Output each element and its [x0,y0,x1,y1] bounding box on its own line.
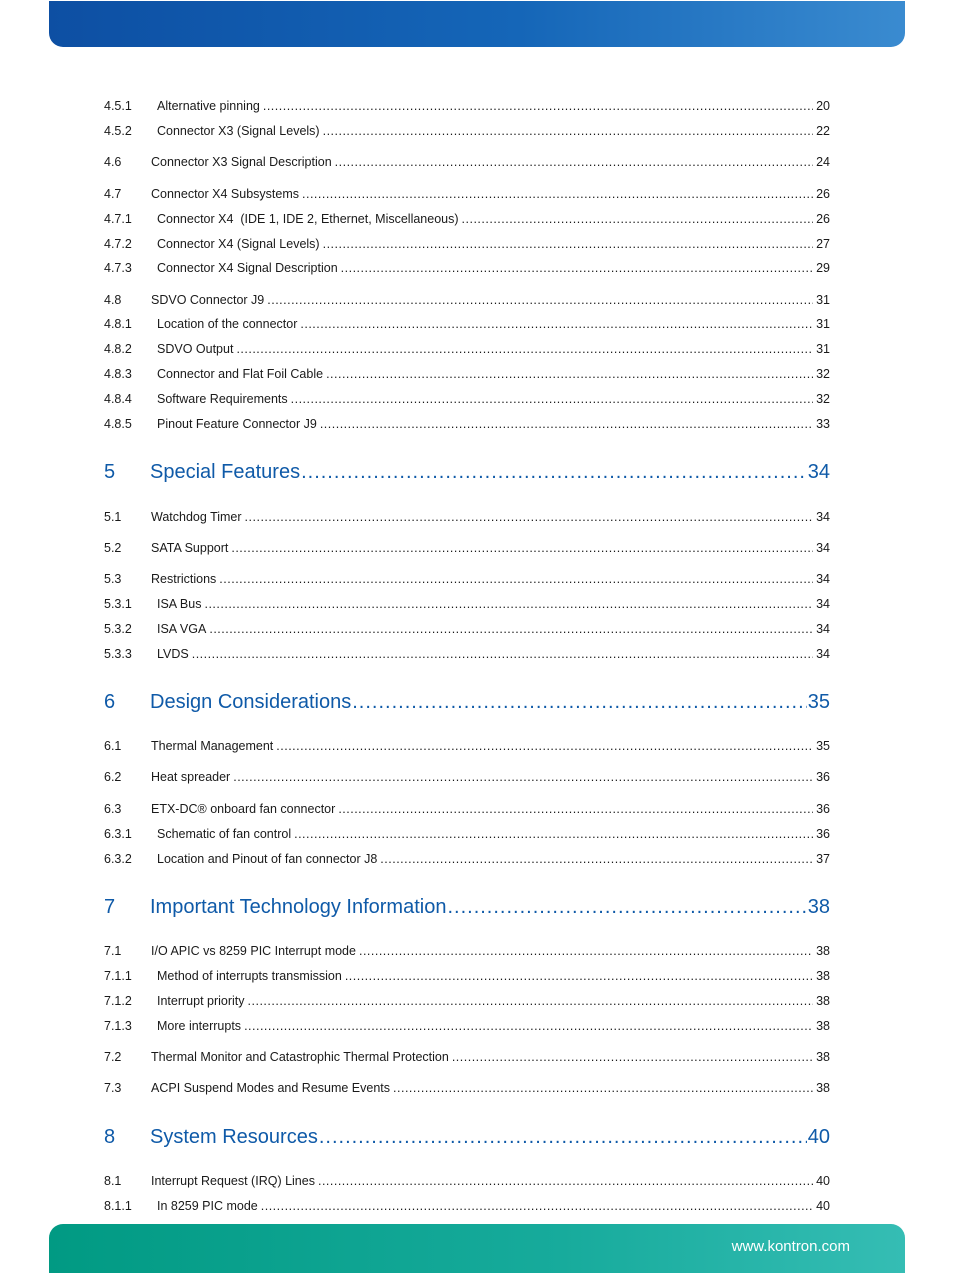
toc-page: 34 [816,510,830,524]
toc-page: 31 [816,293,830,307]
toc-page: 36 [816,802,830,816]
toc-entry[interactable] [104,541,830,555]
toc-leader [452,1050,813,1064]
toc-number: 6.3.2 [104,852,132,866]
toc-leader [302,187,813,201]
toc-page: 37 [816,852,830,866]
toc-entry[interactable] [104,237,830,251]
toc-number: 7.2 [104,1050,122,1064]
toc-title: ISA Bus [157,597,202,611]
toc-page: 32 [816,367,830,381]
toc-title: Thermal Management [151,739,274,753]
chapter-title: Design Considerations [150,691,352,713]
toc-entry[interactable] [104,572,830,586]
toc-number: 7.1.1 [104,969,132,983]
toc-entry[interactable] [104,417,830,431]
toc-number: 6.2 [104,770,122,784]
toc-number: 4.5.2 [104,124,132,138]
toc-page: 34 [816,572,830,586]
toc-entry[interactable] [104,187,830,201]
toc-leader [248,994,814,1008]
toc-leader [276,739,813,753]
toc-leader [341,261,813,275]
toc-entry[interactable] [104,994,830,1008]
toc-entry[interactable] [104,99,830,113]
toc-leader [245,510,814,524]
toc-number: 4.7 [104,187,122,201]
toc-number: 4.7.2 [104,237,132,251]
toc-page: 31 [816,317,830,331]
toc-page: 34 [816,597,830,611]
toc-number: 7.1.2 [104,994,132,1008]
toc-title: ISA VGA [157,622,207,636]
toc-title: Watchdog Timer [151,510,242,524]
toc-number: 5.3.3 [104,647,132,661]
chapter-page: 38 [807,896,830,918]
toc-number: 4.8.5 [104,417,132,431]
toc-number: 4.6 [104,155,122,169]
toc-entry[interactable] [104,597,830,611]
toc-leader [263,99,813,113]
toc-entry[interactable] [104,124,830,138]
toc-chapter[interactable] [104,896,830,919]
toc-page: 24 [816,155,830,169]
toc-chapter[interactable] [104,1126,830,1149]
toc-entry[interactable] [104,739,830,753]
toc-entry[interactable] [104,392,830,406]
toc-page: 27 [816,237,830,251]
toc-title: Connector and Flat Foil Cable [157,367,324,381]
toc-number: 5.1 [104,510,122,524]
toc-page: 34 [816,541,830,555]
toc-title: ACPI Suspend Modes and Resume Events [151,1081,391,1095]
toc-leader [345,969,813,983]
toc-number: 7.1.3 [104,1019,132,1033]
toc-leader [219,572,813,586]
toc-title: Alternative pinning [157,99,260,113]
toc-page: 29 [816,261,830,275]
toc-entry[interactable] [104,155,830,169]
toc-entry[interactable] [104,342,830,356]
toc-page: 40 [816,1199,830,1213]
toc-leader [204,597,813,611]
toc-title: Location of the connector [157,317,298,331]
toc-page: 20 [816,99,830,113]
toc-number: 5.3.1 [104,597,132,611]
toc-entry[interactable] [104,647,830,661]
toc-title: In 8259 PIC mode [157,1199,258,1213]
toc-entry[interactable] [104,622,830,636]
toc-title: I/O APIC vs 8259 PIC Interrupt mode [151,944,356,958]
toc-number: 4.7.3 [104,261,132,275]
toc-number: 5.3 [104,572,122,586]
toc-entry[interactable] [104,944,830,958]
toc-page: 35 [816,739,830,753]
toc-page: 32 [816,392,830,406]
toc-page: 34 [816,647,830,661]
toc-number: 4.8.2 [104,342,132,356]
toc-title: Connector X3 Signal Description [151,155,332,169]
toc-number: 7.3 [104,1081,122,1095]
toc-number: 6.3 [104,802,122,816]
chapter-page: 40 [807,1126,830,1148]
toc-number: 5.2 [104,541,122,555]
toc-entry[interactable] [104,1199,830,1213]
toc-entry[interactable] [104,1050,830,1064]
toc-number: 4.5.1 [104,99,132,113]
toc-number: 5.3.2 [104,622,132,636]
toc-entry[interactable] [104,510,830,524]
chapter-title: Special Features [150,461,301,483]
toc-page: 33 [816,417,830,431]
toc-entry[interactable] [104,770,830,784]
toc-title: Schematic of fan control [157,827,292,841]
toc-page: 36 [816,770,830,784]
toc-number: 4.8 [104,293,122,307]
toc-page: 22 [816,124,830,138]
toc-page: 26 [816,187,830,201]
chapter-title: Important Technology Information [150,896,447,918]
toc-leader [318,1174,813,1188]
toc-page: 34 [816,622,830,636]
chapter-number: 5 [104,461,116,483]
toc-entry[interactable] [104,802,830,816]
toc-leader [301,461,807,484]
toc-leader [192,647,813,661]
toc-page: 40 [816,1174,830,1188]
toc-number: 4.7.1 [104,212,132,226]
toc-title: Location and Pinout of fan connector J8 [157,852,378,866]
toc-page: 31 [816,342,830,356]
toc-entry[interactable] [104,1019,830,1033]
toc-number: 6.3.1 [104,827,132,841]
toc-leader [294,827,813,841]
toc-page: 38 [816,994,830,1008]
toc-number: 4.8.3 [104,367,132,381]
toc-page: 38 [816,969,830,983]
toc-title: Method of interrupts transmission [157,969,342,983]
toc-title: Pinout Feature Connector J9 [157,417,317,431]
toc-leader [326,367,813,381]
toc-number: 6.1 [104,739,122,753]
toc-title: Thermal Monitor and Catastrophic Thermal Protection [151,1050,449,1064]
toc-page: 38 [816,1050,830,1064]
toc-number: 8.1 [104,1174,122,1188]
toc-title: Software Requirements [157,392,288,406]
toc-leader [393,1081,813,1095]
toc-title: ETX-DC® onboard fan connector [151,802,336,816]
toc-title: Connector X4 (IDE 1, IDE 2, Ethernet, Miscellaneous) [157,212,459,226]
toc-page: 26 [816,212,830,226]
toc-chapter[interactable] [104,691,830,714]
toc-leader [447,896,806,919]
toc-title: LVDS [157,647,189,661]
chapter-page: 34 [807,461,830,483]
toc-title: SDVO Connector J9 [151,293,265,307]
toc-number: 8.1.1 [104,1199,132,1213]
toc-number: 7.1 [104,944,122,958]
toc-title: Interrupt Request (IRQ) Lines [151,1174,315,1188]
toc-entry[interactable] [104,261,830,275]
toc-title: More interrupts [157,1019,242,1033]
toc-entry[interactable] [104,367,830,381]
toc-entry[interactable] [104,969,830,983]
chapter-number: 6 [104,691,116,713]
toc-title: Heat spreader [151,770,231,784]
toc-leader [352,691,807,714]
toc-leader [231,541,813,555]
toc-page: 36 [816,827,830,841]
toc-page: 38 [816,1081,830,1095]
toc-entry[interactable] [104,827,830,841]
chapter-number: 8 [104,1126,116,1148]
toc-leader [319,1126,807,1149]
toc-leader [233,770,813,784]
toc-leader [335,155,813,169]
toc-leader [323,124,814,138]
toc-entry[interactable] [104,212,830,226]
toc-leader [244,1019,813,1033]
toc-title: Connector X4 Subsystems [151,187,299,201]
toc-number: 4.8.1 [104,317,132,331]
footer-band [49,1224,905,1273]
toc-leader [338,802,813,816]
toc-page: 38 [816,944,830,958]
toc-title: Connector X4 (Signal Levels) [157,237,320,251]
header-band [49,1,905,47]
toc-leader [261,1199,813,1213]
chapter-number: 7 [104,896,116,918]
toc-title: SDVO Output [157,342,234,356]
toc-entry[interactable] [104,852,830,866]
toc-leader [323,237,814,251]
toc-leader [300,317,813,331]
toc-leader [209,622,813,636]
toc-page: 38 [816,1019,830,1033]
toc-entry[interactable] [104,317,830,331]
toc-title: Interrupt priority [157,994,245,1008]
toc-number: 4.8.4 [104,392,132,406]
toc-title: Connector X3 (Signal Levels) [157,124,320,138]
toc-leader [291,392,813,406]
toc-entry[interactable] [104,1174,830,1188]
toc-leader [267,293,813,307]
toc-entry[interactable] [104,293,830,307]
toc-entry[interactable] [104,1081,830,1095]
toc-leader [462,212,814,226]
toc-leader [320,417,813,431]
toc-chapter[interactable] [104,461,830,484]
chapter-title: System Resources [150,1126,318,1148]
toc-title: Restrictions [151,572,217,586]
chapter-page: 35 [807,691,830,713]
toc-leader [359,944,813,958]
toc-leader [236,342,813,356]
toc-leader [380,852,813,866]
toc-title: SATA Support [151,541,229,555]
toc-title: Connector X4 Signal Description [157,261,338,275]
footer-url-link[interactable]: www.kontron.com [731,1238,850,1255]
